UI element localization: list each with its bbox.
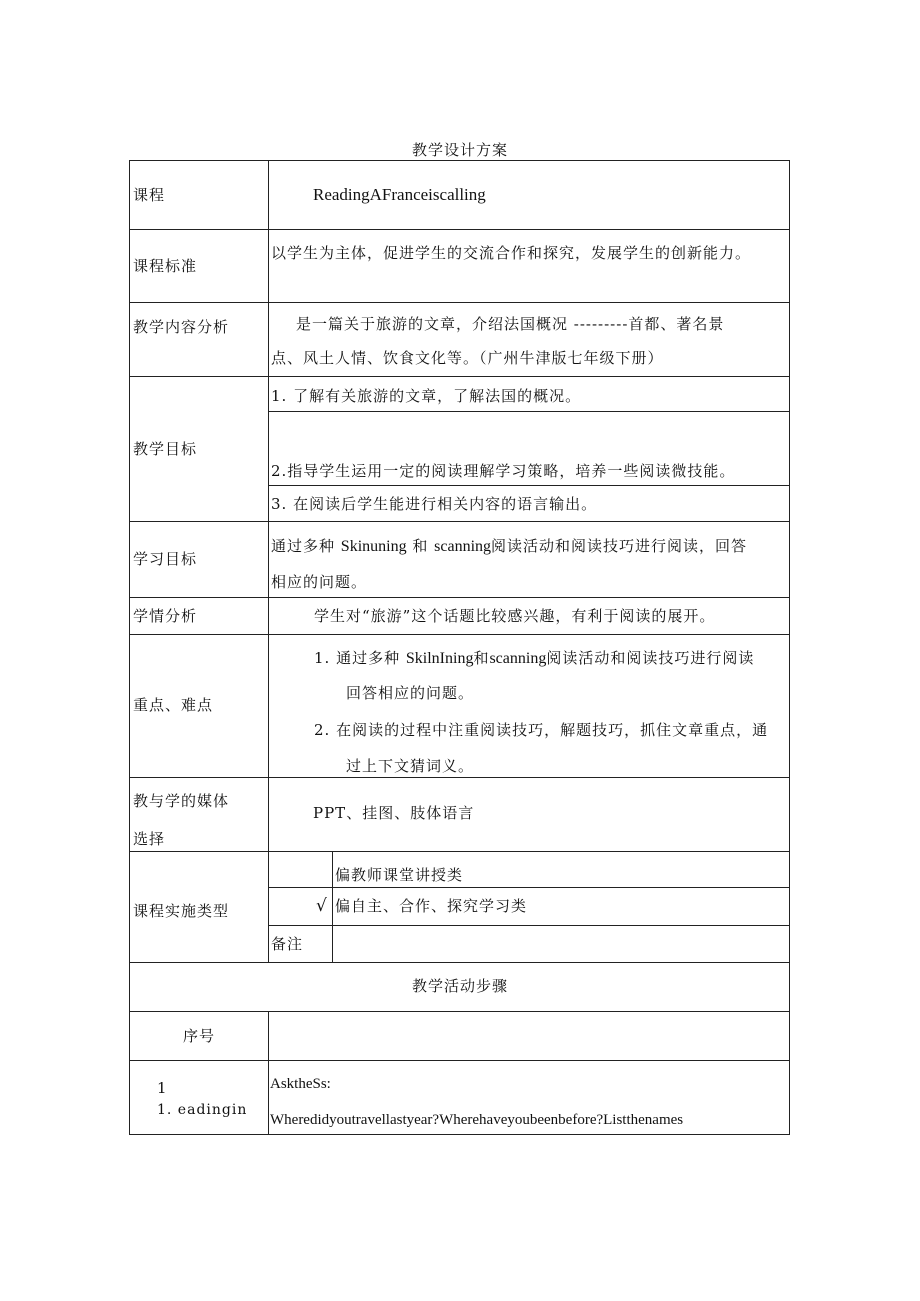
learning-goals-label: 学习目标 (133, 550, 198, 568)
row-line (129, 1011, 790, 1012)
media-label-line1: 教与学的媒体 (133, 792, 230, 810)
impl-sub-line (268, 887, 790, 888)
key-point-1-scanning: scanning (489, 650, 547, 667)
sequence-header: 序号 (183, 1027, 216, 1045)
learning-goals-text-e: 阅读活动和阅读技巧进行阅读，回答 (491, 537, 748, 555)
steps-header: 教学活动步骤 (411, 977, 508, 995)
key-points-label: 重点、难点 (133, 696, 214, 714)
key-point-1-skimming: SkilnIning (405, 650, 474, 667)
impl-option-teacher: 偏教师课堂讲授类 (335, 866, 464, 884)
implementation-label: 课程实施类型 (133, 902, 230, 920)
goal-3: 3. 在阅读后学生能进行相关内容的语言输出。 (271, 495, 598, 513)
key-point-1-line2: 回答相应的问题。 (346, 684, 475, 702)
content-analysis-line1: 是一篇关于旅游的文章，介绍法国概况 ---------首都、著名景 (296, 315, 725, 333)
learning-goals-skimming: Skinuning (340, 538, 407, 555)
standard-value: 以学生为主体，促进学生的交流合作和探究，发展学生的创新能力。 (271, 244, 752, 262)
key-point-1-text-a: 1. 通过多种 (314, 649, 401, 667)
key-point-2-line1: 2. 在阅读的过程中注重阅读技巧，解题技巧，抓住文章重点，通 (314, 721, 769, 739)
learning-goals-line2: 相应的问题。 (271, 573, 368, 591)
step-1-name: 1. eadingin (157, 1102, 248, 1118)
row-line (129, 229, 790, 230)
standard-label: 课程标准 (133, 257, 198, 275)
row-line (129, 521, 790, 522)
goal-sub-line (268, 411, 790, 412)
row-line (129, 597, 790, 598)
remarks-label: 备注 (271, 935, 304, 953)
impl-divider (332, 851, 333, 962)
goal-1: 1. 了解有关旅游的文章，了解法国的概况。 (271, 387, 582, 405)
key-point-2-line2: 过上下文猜词义。 (346, 757, 475, 775)
course-value: ReadingAFranceiscalling (313, 185, 486, 204)
row-line (129, 1060, 790, 1061)
step-1-number: 1 (157, 1079, 168, 1097)
content-analysis-label: 教学内容分析 (133, 318, 230, 336)
teaching-goals-label: 教学目标 (133, 440, 198, 458)
step-1-prompt: AsktheSs: (270, 1076, 331, 1092)
key-point-1-text-c: 和 (473, 649, 490, 667)
media-label-line2: 选择 (133, 830, 166, 848)
course-label: 课程 (133, 186, 166, 204)
key-point-1-line1 (314, 648, 754, 669)
check-mark: √ (316, 896, 328, 916)
goal-sub-line (268, 485, 790, 486)
row-line (129, 777, 790, 778)
row-line (129, 851, 790, 852)
media-value (313, 803, 474, 824)
column-divider-seq (268, 1011, 269, 1135)
student-analysis-value: 学生对“旅游”这个话题比较感兴趣，有利于阅读的展开。 (314, 607, 716, 625)
learning-goals-text-c: 和 (412, 537, 429, 555)
content-analysis-line2: 点、风土人情、饮食文化等。（广州牛津版七年级下册） (271, 349, 664, 367)
row-line (129, 160, 790, 161)
row-line (129, 962, 790, 963)
key-point-1-text-e: 阅读活动和阅读技巧进行阅读 (546, 649, 755, 667)
document-title: 教学设计方案 (411, 141, 508, 159)
goal-2: 2.指导学生运用一定的阅读理解学习策略，培养一些阅读微技能。 (271, 462, 736, 480)
impl-option-student: 偏自主、合作、探究学习类 (335, 897, 528, 915)
learning-goals-scanning: scanning (434, 538, 492, 555)
student-analysis-label: 学情分析 (133, 607, 198, 625)
learning-goals-text-a: 通过多种 (271, 537, 336, 555)
learning-goals-line1 (271, 536, 747, 557)
row-line (129, 302, 790, 303)
step-1-questions: Wheredidyoutravellastyear?Wherehaveyoubeenbefore?Listthenames (270, 1112, 684, 1128)
row-line (129, 1134, 790, 1135)
row-line (129, 376, 790, 377)
row-line (129, 634, 790, 635)
media-value-text: PPT、挂图、肢体语言 (313, 804, 475, 822)
column-divider (268, 160, 269, 962)
impl-sub-line (268, 925, 790, 926)
